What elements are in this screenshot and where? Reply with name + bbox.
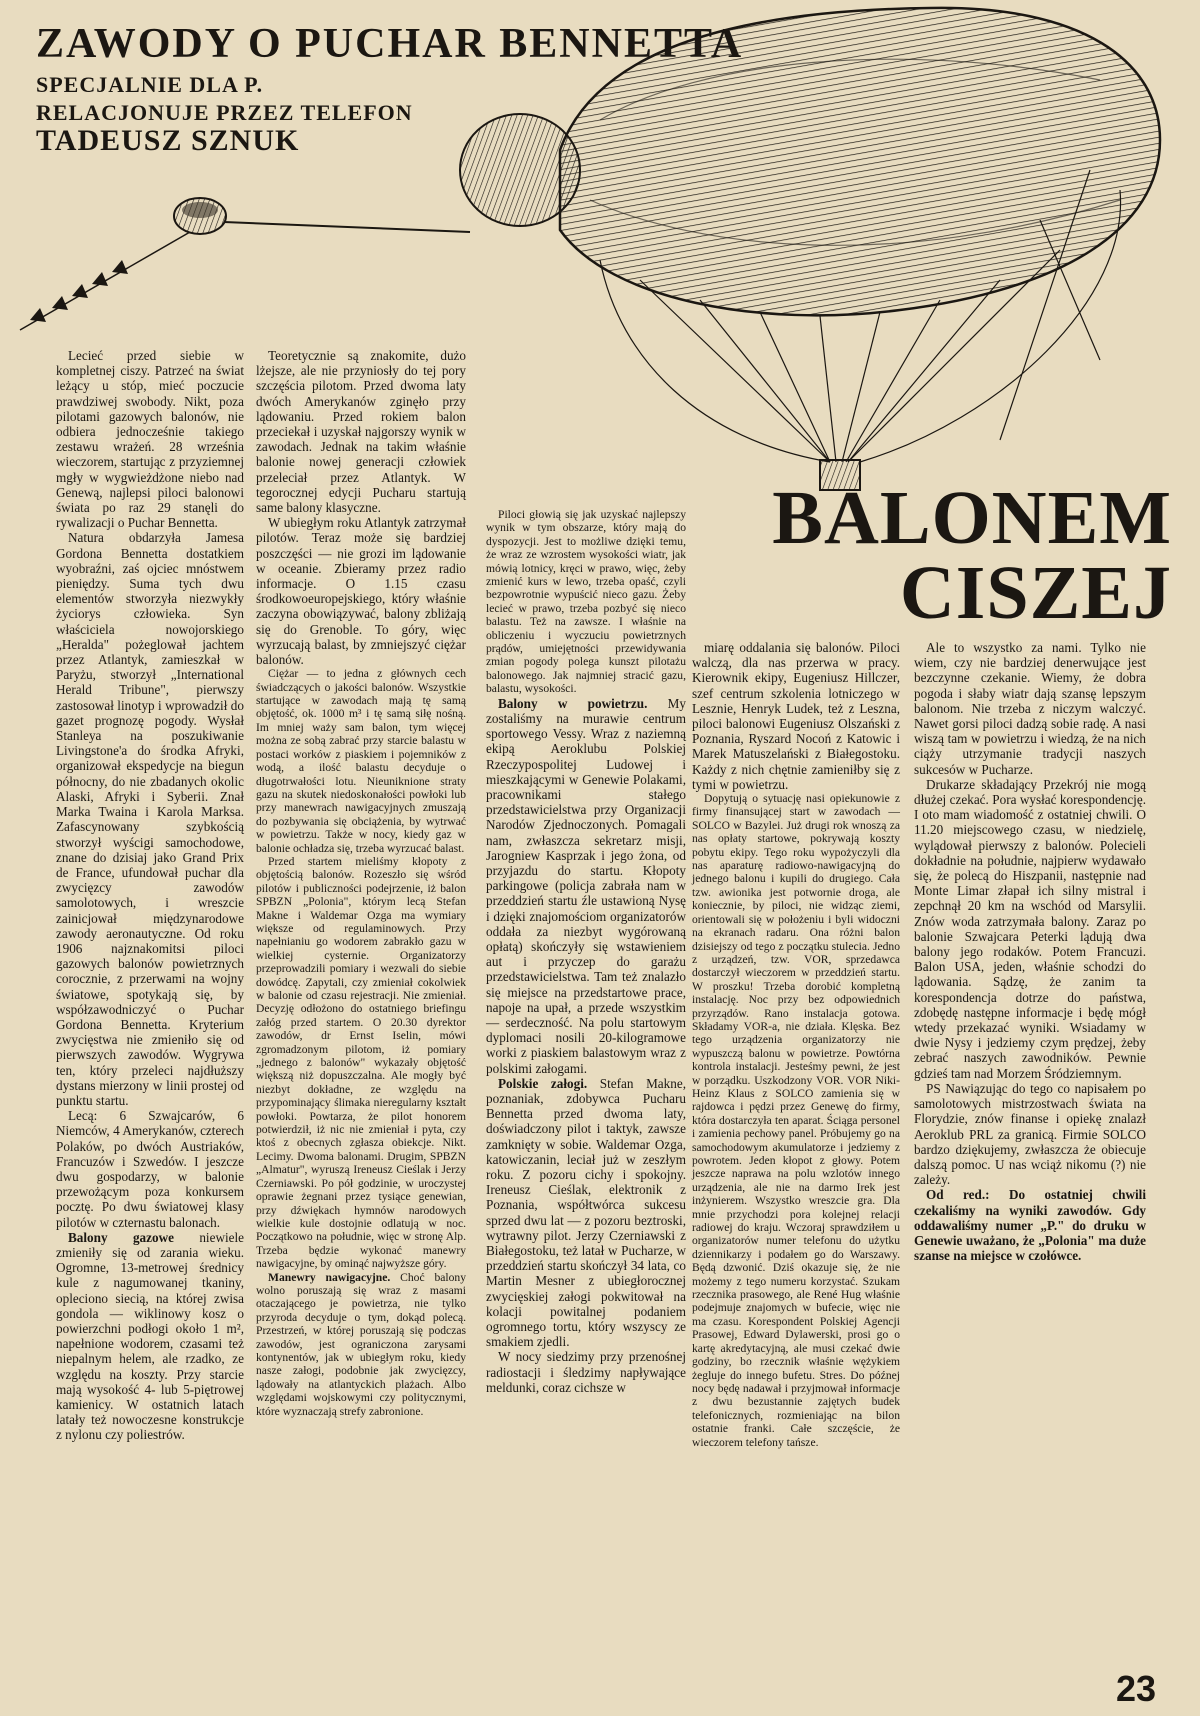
paragraph: Lecieć przed siebie w kompletnej ciszy. Patrzeć na świat leżący u stóp, mieć poczucie prawdziwej swobody. Nikt, poza pilotami gazowych balonów, nie odbiera jednocześnie takiego zestawu wrażeń. 28 września wieczorem, startując z przyziemnej mgły w wygwieżdżone niebo nad Genewą, najlepsi piloci balonowi świata po raz 29 stanęli do rywalizacji o Puchar Bennetta. — [56, 348, 244, 531]
text-column-2 — [256, 348, 466, 1418]
paragraph-text: Stefan Makne, poznaniak, zdobywca Pucharu Bennetta przed dwoma laty, doświadczony pilot i taktyk, zawsze zamknięty w sobie. Waldemar Ozga, katowiczanin, leciał już w zeszłym roku. Z pozoru cichy i spokojny. Ireneusz Cieślak, elektronik z Poznania, współtwórca sukcesu sprzed dwu lat — z pozoru beztroski, wytrawny pilot. Jerzy Czerniawski z Białegostoku, też latał w Pucharze, w przeddzień startu skończył 34 lata, co Martin Mesner z ubiegłorocznej zwycięskiej załogi pokwitował na kolacji powitalnej podaniem ogromnego tortu, który wszyscy ze smakiem zjedli. — [486, 1075, 686, 1350]
article-subtitle-2: RELACJONUJE PRZEZ TELEFON — [36, 100, 413, 125]
paragraph: PS Nawiązując do tego co napisałem po samolotowych mistrzostwach świata na Florydzie, znów finanse i opiekę znalazł Aeroklub PRL za granicą. Firmie SOLCO bardzo dziękujemy, zwłaszcza że obiecuje dalszą pomoc. U nas wciąż nikomu (?) nie zależy. — [914, 1080, 1146, 1188]
paragraph-text: niewiele zmieniły się od zarania wieku. Ogromne, 13-metrowej średnicy kule z nagumowanej tkaniny, opleciono siecią, na której zwisa gondola — wiklinowy kosz o powierzchni podłogi około 1 m², napełnione wodorem, czasami też niepalnym helem, ale rzadko, ze względu na koszty. Przy starcie mają wysokość 4- lub 5-piętrowej kamienicy. W ostatnich latach latały też nowoczesne konstrukcje z nylonu czy poliestrów. — [56, 1229, 245, 1443]
section-lead: Balony w powietrzu. — [498, 695, 648, 711]
small-balloon-icon — [20, 198, 470, 330]
paragraph: Przed startem mieliśmy kłopoty z objętością balonów. Rozeszło się wśród pilotów i publiczności podejrzenie, iż balon SPBZN „Polonia", którym lecą Stefan Makne i Waldemar Ozga ma wymiary większe od regulaminowych. Przy napełnianiu go wodorem zabrakło gazu w wielkiej cysternie. Organizatorzy przeprowadzili pomiary i wezwali do siebie dowódcę. Zapytali, czy zmieniał cokolwiek w balonie od czasu rejestracji. Nie zmieniał. Decyzję odłożono do ostatniego briefingu załóg przed startem. O 20.30 dyrektor zawodów, dr Ernst Iselin, mówi zgromadzonym pilotom, iż pomiary „jednego z balonów" wykazały objętość większą niż dopuszczalna. Ale mogły być niezbyt dokładne, ze względu na przypominający ślimaka nieregularny kształt powłoki. Powtarza, że pilot honorem potwierdził, iż nic nie zmieniał i pyta, czy ktoś z obecnych zgłasza obiekcje. Nikt. Lecimy. Dwoma balonami. Drugim, SPBZN „Almatur", wyruszą Ireneusz Cieślak i Jerzy Czerniawski. Po pół godzinie, w uroczystej oprawie żegnani przez tysiące genewian, przy dźwiękach hymnów narodowych wielkie kule dostojnie odlatują w noc. Początkowo na południe, więc w stronę Alp. Trzeba będzie wykonać manewry nawigacyjne, by ominąć najwyższe góry. — [256, 854, 466, 1271]
article-author: TADEUSZ SZNUK — [36, 124, 300, 157]
article-subtitle: SPECJALNIE DLA P. — [36, 72, 264, 97]
paragraph: Ciężar — to jedna z głównych cech świadczących o jakości balonów. Wszystkie startujące w zawodach mają tę samą objętość, ok. 1000 m³ i tę samą siłę nośną. Im mniej waży sam balon, tym więcej można ze sobą zabrać przy starcie balastu w postaci worków z piaskiem i pojemników z wodą, a ilość balastu decyduje o długotrwałości lotu. Nieuniknione straty gazu na skutek niedoskonałości powłoki lub przy manewrach nawigacyjnych zmuszają do pozbywania się obciążenia, by wytrwać w powietrzu. Także w nocy, kiedy gaz w balonie ochładza się, trzeba wyrzucać balast. — [256, 667, 466, 855]
text-column-5 — [914, 640, 1146, 1263]
paragraph: miarę oddalania się balonów. Piloci walczą, dla nas przerwa w pracy. Kierownik ekipy, Eugeniusz Hillczer, szef centrum szkolenia lotniczego w Lesznie, Henryk Ludek, też z Leszna, piloci balonowi Eugeniusz Olszański z Poznania, Ryszard Nocoń z Katowic i Marek Matuszelański z Białegostoku. Każdy z nich chętnie zamieniłby się z tymi w powietrzu. — [692, 640, 900, 792]
paragraph: Piloci głowią się jak uzyskać najlepszy wynik w tym obszarze, który mają do dyspozycji. Jest to możliwe dzięki temu, że wraz ze wzrostem wysokości wiatr, jak mówią lotnicy, kręci w prawo, więc, żeby zmienić kurs w lewo, trzeba opaść, czyli bezpowrotnie wypuścić nieco gazu. Żeby lecieć w prawo, trzeba pozbyć się nieco balastu. Też na zawsze. I właśnie na obliczeniu i wyczuciu powietrznych prądów, umiejętności przewidywania zmian pogody polega kunszt pilotażu balonowego. Jak najmniej stracić gazu, balastu, wysokości. — [486, 508, 686, 696]
paragraph — [486, 1076, 686, 1350]
article-title: ZAWODY O PUCHAR BENNETTA — [36, 21, 744, 67]
paragraph: Ale to wszystko za nami. Tylko nie wiem, czy nie bardziej denerwujące jest bezczynne czekanie. Wiemy, że dobra pogoda i słaby wiatr dają szansę lepszym balonom. Nie trzeba z niczym walczyć. Nawet gorsi piloci dadzą sobie radę. A nasi wiszą tam w powietrzu i wiedzą, że na nich ciąży utrzymanie tradycji naszych sukcesów w Pucharze. — [914, 640, 1146, 777]
paragraph-text: Choć balony wolno poruszają się wraz z masami otaczającego je powietrza, nie tylko przyroda decyduje o tym, dokąd polecą. Przestrzeń, w której poruszają się podczas zawodów, jest ograniczona zarysami kontynentów, jak w ubiegłym roku, kiedy nasze załogi, podobnie jak zwycięzcy, lądowały na atlantyckich plażach. Albo względami wojskowymi czy politycznymi, które wyznaczają strefy zabronione. — [256, 1270, 467, 1418]
paragraph — [256, 1271, 466, 1418]
paragraph — [56, 1230, 244, 1443]
paragraph: Dopytują o sytuację nasi opiekunowie z firmy finansującej start w zawodach — SOLCO w Bazylei. Już drugi rok wnoszą za nas opłaty startowe, pokrywają koszty pobytu ekipy. Tego roku wypożyczyli dla nas aparaturę radiowo-nawigacyjną do jednego balonu i kupili do drugiego. Cała tzw. awionika jest potwornie droga, ale koniecznie, by piloci, nie widząc ziemi, orientowali się w położeniu i byli widoczni na ekranach radaru. Ona różni balon dzisiejszy od tego z początku stulecia. Jedno z urządzeń, tzw. VOR, sprzedawca dostarczył wieczorem w przeddzień startu. W proszku! Trzeba dorobić kompletną instalację. Noc przy bez odpowiednich przyrządów. Rano instalacja gotowa. Składamy VOR-a, nie działa. Klęska. Bez tego urządzenia organizatorzy nie wypuszczą balonu w powietrze. Powtórna kontrola instalacji. Jesteśmy pewni, że jest w porządku. Uszkodzony VOR. VOR Niki-Heinz Klaus z SOLCO zamienia się w rajdowca i pędzi przez Genewę do firmy, która dostarczyła ten aparat. Ściąga personel i zamienia pechowy panel. Próbujemy go na samochodowym akumulatorze i jedziemy z powrotem. Jeden kłopot z głowy. Potem jeszcze naprawa na polu wzlotów innego urządzenia, ale nie na darmo Irek jest inżynierem. Wszystko wreszcie gra. Dla mnie przychodzi pora kolejnej relacji radiowej do kraju. Wczoraj sprawdziłem u organizatorów numer telefonu do użytku dziennikarzy i podałem go do Warszawy. Będą dzwonić. Dziś okazuje się, że nie możemy z tego numeru korzystać. Szukam rzecznika prasowego, ale René Hug właśnie podejmuje znajomych w bufecie, więc nie ma czasu. Korespondent Polskiej Agencji Prasowej, Edward Dylawerski, prosi go o kartę akredytacyjną, ale musi czekać dwie godziny, bo rzecznik właśnie wężykiem żegluje do innego bufetu. Stres. Do późnej nocy będę nadawał i przyjmował informacje z dwu bezustannie zajętych budek telefonicznych, rozmieniając na bilon ostatnie franki. Całe szczęście, że wieczorem telefony tańsze. — [692, 792, 900, 1449]
text-column-4 — [692, 640, 900, 1449]
paragraph: W nocy siedzimy przy przenośnej radiostacji i śledzimy napływające meldunki, coraz cichsze w — [486, 1349, 686, 1395]
paragraph — [486, 696, 686, 1076]
text-column-3 — [486, 508, 686, 1395]
paragraph: W ubiegłym roku Atlantyk zatrzymał pilotów. Teraz może się bardziej poszczęści — nie grozi im lądowanie w oceanie. Zbieramy przez radio informacje. O 1.15 czasu środkowoeuropejskiego, który właśnie zaczyna obowiązywać, balony zbliżają się do Grenoble. To góry, więc wyrzucają balast, by zmniejszyć ciężar balonów. — [256, 515, 466, 668]
section-lead: Balony gazowe — [68, 1229, 174, 1245]
headline-line-1: BALONEM — [772, 476, 1172, 560]
text-column-1 — [56, 348, 244, 1443]
section-lead: Polskie załogi. — [498, 1075, 588, 1091]
paragraph: Natura obdarzyła Jamesa Gordona Bennetta dostatkiem wyobraźni, zaś ojciec mnóstwem pieniędzy. Suma tych dwu elementów stworzyła niezwykły życiorys człowieka. Syn właściciela nowojorskiego „Heralda" pożeglował jachtem przez Atlantyk, zamieszkał w Paryżu, stworzył „International Herald Tribune", pierwszy zastosował linotyp i wprowadził do gazet prognozę pogody. Wysłał Stanleya na poszukiwanie Livingstone'a do środka Afryki, organizował ekspedycje na biegun północny, do nie zbadanych okolic Alaski, Afryki i Syberii. Znał Marka Twaina i Karola Marksa. Zafascynowany szybkością stworzył wyścigi samochodowe, znane do dzisiaj jako Grand Prix de France, ufundował puchar dla zwycięzcy zawodów samolotowych, i wreszcie zainicjował międzynarodowe zawody aeronautyczne. Od roku 1906 najznakomitsi piloci gazowych balonów powietrznych corocznie, z przerwami na wojny światowe, spotykają się, by współzawodniczyć o Puchar Gordona Bennetta. Kryterium zwycięstwa nie zmieniło się od pierwszych zawodów. Wygrywa ten, który przeleci najdłuższy dystans mierzony w linii prostej od punktu startu. — [56, 530, 244, 1108]
paragraph: Lecą: 6 Szwajcarów, 6 Niemców, 4 Amerykanów, czterech Polaków, po dwóch Austriaków, Francuzów i Szwedów. I jeszcze dwu gospodarzy, w balonie przewożącym poza konkursem pocztę. Po dwu światowej klasy pilotów w czternastu balonach. — [56, 1108, 244, 1230]
paragraph-text: My zostaliśmy na murawie centrum sportowego Vessy. Wraz z naziemną ekipą Aeroklubu Polskiej Rzeczypospolitej Ludowej i mieszkającymi w Genewie Polakami, pracownikami stałego przedstawicielstwa przy Organizacji Narodów Zjednoczonych. Pomagali nam, zwłaszcza sekretarz misji, Jarogniew Kasprzak i jego żona, od przyjazdu do startu. Kłopoty parkingowe (policja zabrała nam w przeddzień startu źle ustawioną Nysę i dzięki znajomościom organizatorów oddała za niezbyt wygórowaną opłatą) skończyły się wstawieniem aut i przyczep do garażu przedstawicielstwa. Tam też znalazło się miejsce na przedstartowe prace, napoje na upał, a przede wszystkim — serdeczność. Na polu startowym dyplomaci nosili 20-kilogramowe worki z piaskiem balastowym wraz z polskimi załogami. — [486, 695, 687, 1076]
section-lead: Manewry nawigacyjne. — [268, 1270, 391, 1284]
paragraph: Drukarze składający Przekrój nie mogą dłużej czekać. Pora wysłać korespondencję. I oto mam wiadomość z ostatniej chwili. O 11.20 miejscowego czasu, w niedzielę, wylądował pierwszy z balonów. Polecieli dokładnie na południe, najpierw wydawało się, że polecą do Hiszpanii, następnie nad Monte Limar złapał ich silny mistral i zepchnął 20 km na wschód od Marsylii. Znów woda zatrzymała balony. Zaraz po balonie Szwajcara Peterki lądują dwa balony jego rodaków. Potem Francuzi. Balon USA, jeden, właśnie schodzi do lądowania. Sądzę, że zanim ta korespondencja dotrze do państwa, zdobędę następne informacje i będę mógł wtedy przekazać wyniki. Wsiadamy w dwie Nysy i jedziemy czym prędzej, żeby zebrać naszych zawodników. Pewnie gdzieś tam nad Morzem Śródziemnym. — [914, 776, 1146, 1081]
paragraph: Teoretycznie są znakomite, dużo lżejsze, ale nie przyniosły do tej pory szczęścia pilotom. Przed dwoma laty dwóch Amerykanów zginęło przy lądowaniu. Przed rokiem balon przeciekał i uzyskał najgorszy wynik w zawodach. Jednak na takim właśnie balonie nowej generacji człowiek przeleciał przez Atlantyk. W tegorocznej edycji Pucharu startują same balony klasyczne. — [256, 348, 466, 516]
page-number: 23 — [1115, 1668, 1156, 1709]
editor-note: Od red.: Do ostatniej chwili czekaliśmy na wyniki zawodów. Gdy oddawaliśmy numer „P." do druku w Genewie uważano, że „Polonia" ma duże szanse na miejsce w czołówce. — [914, 1187, 1146, 1264]
headline-line-2: CISZEJ — [899, 551, 1172, 635]
large-balloon-icon — [460, 8, 1160, 490]
